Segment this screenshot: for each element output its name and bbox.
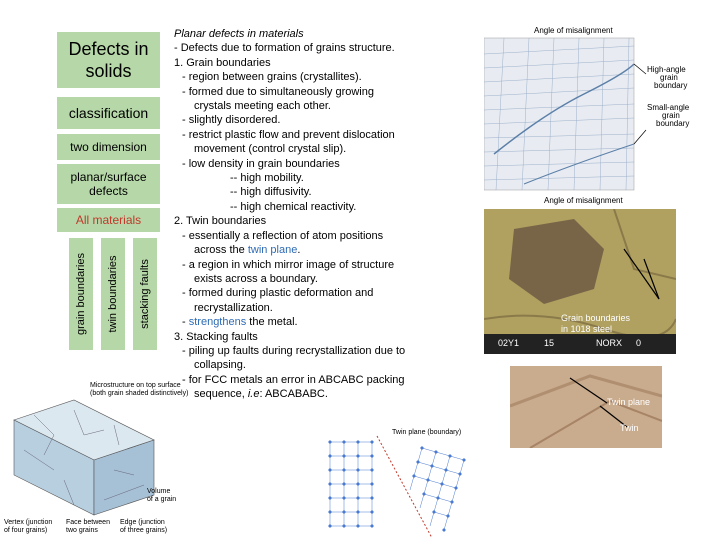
stacking-faults-label: stacking faults — [139, 259, 151, 329]
label-line: grain — [660, 73, 678, 82]
label-line: Grain boundaries — [561, 313, 631, 323]
text-heading: Planar defects in materials — [174, 28, 304, 40]
steel-bar-text: 0 — [636, 338, 642, 348]
label-line: Volume — [147, 488, 171, 495]
label-line: of four grains) — [4, 527, 48, 534]
steel-bar-text: NORX — [596, 338, 623, 348]
strengthens-term: strengthens — [188, 316, 247, 329]
steel-micrograph — [484, 209, 676, 354]
text-line: collapsing. — [194, 359, 246, 372]
lattice-bond — [456, 474, 460, 488]
label-line: in 1018 steel — [561, 324, 613, 334]
lattice-atom — [371, 525, 374, 528]
lattice-bond — [450, 456, 464, 460]
text-line: recrystallization. — [194, 301, 273, 314]
block-volume-label — [147, 488, 176, 504]
text-seg: - — [182, 316, 189, 329]
lattice-bond — [428, 480, 442, 484]
text-seg: . — [297, 244, 301, 257]
misalign-bottom-label: Angle of misalignment — [544, 196, 623, 205]
text-line: - slightly disordered. — [182, 114, 281, 127]
grain-block-diagram — [4, 380, 189, 538]
label-line: Face between — [66, 519, 110, 526]
label-line: Small-angle — [647, 103, 690, 112]
lattice-bond — [424, 480, 428, 494]
stacking-faults-box — [133, 238, 157, 350]
text-line: - formed due to simultaneously growing — [182, 85, 374, 98]
lattice-bond — [434, 498, 438, 512]
label-line: (both grain shaded distinctively) — [90, 390, 189, 397]
planar-surface-box — [57, 164, 160, 204]
block-top-label — [90, 382, 188, 398]
text-line — [174, 387, 440, 401]
lattice-bond — [448, 502, 452, 516]
twin-boundaries-label: twin boundaries — [107, 255, 119, 333]
text-line: - Defects due to formation of grains structure. — [174, 42, 395, 55]
lattice-bond — [414, 462, 418, 476]
lattice-bond — [452, 488, 456, 502]
text-seg: : ABCABABC. — [259, 388, 328, 401]
label-line: Microstructure on top surface — [90, 382, 181, 389]
lattice-bond — [420, 494, 424, 508]
grain-boundaries-label: grain boundaries — [75, 253, 87, 335]
label-line: Vertex (junction — [4, 519, 53, 526]
lattice-bond — [434, 512, 448, 516]
twin-lattice-diagram — [322, 426, 482, 538]
label-line: High-angle — [647, 65, 686, 74]
lattice-bond — [442, 484, 456, 488]
label-line: two grains — [66, 527, 98, 534]
lattice-bond — [432, 452, 436, 466]
two-dimension-box — [57, 134, 160, 160]
high-angle-label — [647, 65, 688, 90]
lattice-bond — [414, 476, 428, 480]
lattice-bond — [444, 516, 448, 530]
text-seg: sequence, — [194, 388, 248, 401]
text-line: 3. Stacking faults — [174, 330, 258, 343]
text-line: - piling up faults during recrystallization due to — [182, 344, 406, 357]
lattice-bond — [410, 476, 414, 490]
lattice-bond — [438, 484, 442, 498]
text-line: -- high chemical reactivity. — [230, 200, 357, 213]
label-line: Edge (junction — [120, 519, 165, 526]
text-line: movement (control crystal slip). — [194, 143, 347, 156]
ie-term: i.e — [247, 388, 260, 401]
grain-boundaries-box — [69, 238, 93, 350]
text-line: - for FCC metals an error in ABCABC packing — [182, 373, 405, 386]
twin-label: Twin — [620, 423, 639, 433]
two-dimension-label: two dimension — [70, 140, 147, 154]
block-edge-label — [120, 519, 167, 535]
lattice-bond — [418, 462, 432, 466]
classification-box — [57, 97, 160, 129]
grain-misalignment-diagram — [484, 24, 718, 206]
lattice-bond — [436, 452, 450, 456]
small-angle-label — [647, 103, 691, 128]
lattice-bond — [432, 466, 446, 470]
label-line: boundary — [656, 119, 690, 128]
title-line-1: Defects in — [68, 39, 149, 59]
text-line: - restrict plastic flow and prevent dislocation — [182, 128, 395, 141]
lattice-bond — [424, 494, 438, 498]
steel-label — [561, 313, 630, 335]
text-line — [174, 243, 440, 257]
text-line: - region between grains (crystallites). — [182, 71, 362, 84]
text-line: - essentially a reflection of atom positions — [182, 229, 384, 242]
all-materials-box — [57, 208, 160, 232]
block-face-label — [66, 519, 110, 535]
title-line-2: solids — [85, 61, 132, 81]
text-line: 2. Twin boundaries — [174, 215, 267, 228]
title-box — [57, 32, 160, 88]
planar-line-2: defects — [89, 184, 128, 198]
lattice-bond — [446, 456, 450, 470]
misalign-top-label: Angle of misalignment — [534, 26, 613, 35]
block-vertex-label — [4, 519, 52, 535]
text-line: - low density in grain boundaries — [182, 157, 340, 170]
text-column — [174, 27, 440, 402]
label-line: of a grain — [147, 496, 177, 503]
lattice-bond — [446, 470, 460, 474]
lattice-bond — [428, 466, 432, 480]
label-line: grain — [662, 111, 680, 120]
label-line: boundary — [654, 81, 688, 90]
grain-block-svg — [4, 380, 177, 538]
twin-plane-term: twin plane — [247, 244, 298, 257]
twin-micrograph — [510, 366, 662, 448]
twin-plane-label: Twin plane — [607, 397, 651, 407]
twin-boundaries-box — [101, 238, 125, 350]
text-line: crystals meeting each other. — [194, 100, 331, 113]
twin-texture — [510, 366, 662, 448]
steel-bar-text: 02Y1 — [498, 338, 520, 348]
lattice-bond — [422, 448, 436, 452]
planar-line-1: planar/surface — [70, 170, 147, 184]
lattice-bond — [430, 512, 434, 526]
text-line: exists across a boundary. — [194, 272, 318, 285]
lattice-bond — [438, 498, 452, 502]
text-line: - a region in which mirror image of structure — [182, 258, 395, 271]
lattice-bond — [442, 470, 446, 484]
text-line: -- high mobility. — [230, 172, 304, 185]
lattice-bond — [460, 460, 464, 474]
text-line: - formed during plastic deformation and — [182, 287, 374, 300]
all-materials-label: All materials — [75, 213, 142, 227]
lattice-atom — [443, 529, 446, 532]
text-seg: the metal. — [246, 316, 298, 329]
label-line: of three grains) — [120, 527, 168, 534]
steel-bar-text: 15 — [544, 338, 555, 348]
text-line: -- high diffusivity. — [230, 186, 312, 199]
lattice-bond — [418, 448, 422, 462]
classification-label: classification — [68, 105, 149, 121]
text-line — [174, 315, 440, 329]
text-line: 1. Grain boundaries — [174, 56, 271, 69]
lattice-label: Twin plane (boundary) — [392, 429, 462, 436]
text-seg: across the — [194, 244, 248, 257]
